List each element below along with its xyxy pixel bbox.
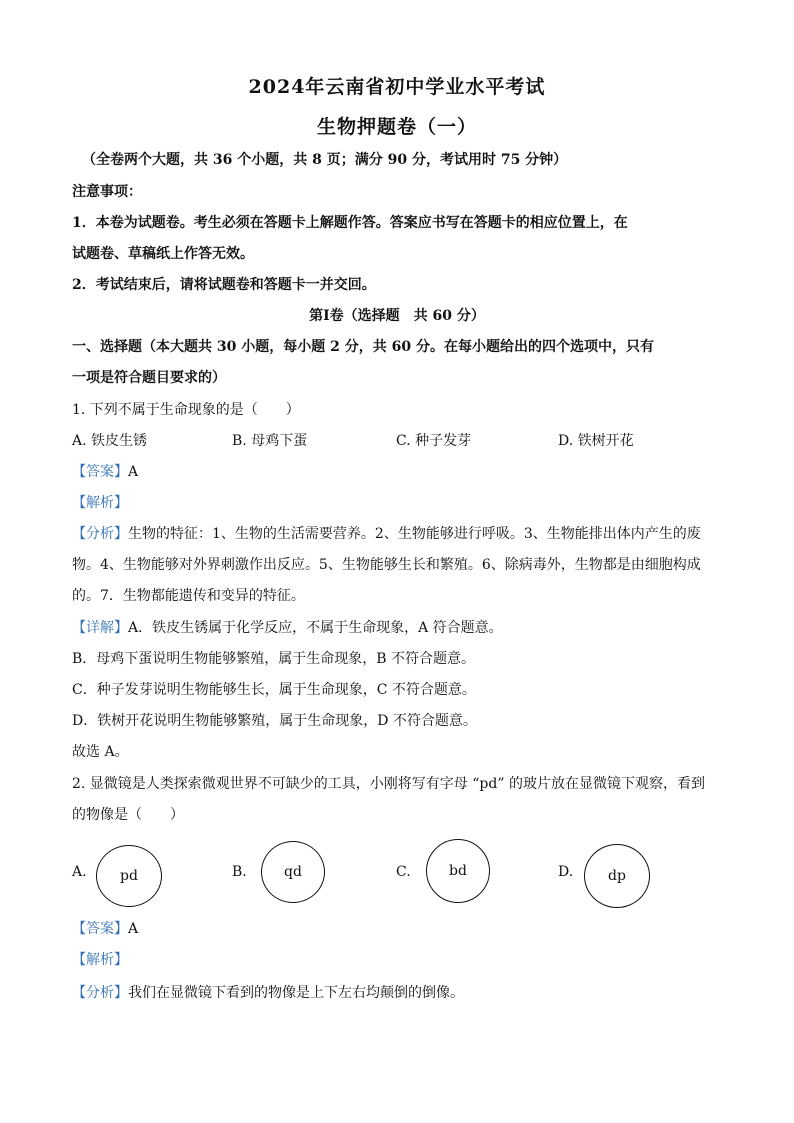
q2-option-d-circle <box>584 844 650 908</box>
q2-stem-line1: 2. 显微镜是人类探索微观世界不可缺少的工具，小刚将写有字母 “pd” 的玻片放在显微镜下观察，看到 <box>72 776 705 792</box>
fenxi-tag: 【分析】 <box>72 985 128 1001</box>
q1-detail-d: D．铁树开花说明生物能够繁殖，属于生命现象，D 不符合题意。 <box>72 713 477 729</box>
q2-option-c-text: bd <box>449 863 467 879</box>
answer-value: A <box>128 464 139 480</box>
q2-option-b-text: qd <box>284 864 302 880</box>
q2-option-b-letter: B. <box>232 864 247 880</box>
answer-tag: 【答案】 <box>72 464 128 480</box>
q1-option-b: B. 母鸡下蛋 <box>232 433 308 449</box>
q1-conclusion: 故选 A。 <box>72 744 129 760</box>
notice-heading: 注意事项： <box>72 184 142 200</box>
q1-detail-c: C．种子发芽说明生物能够生长，属于生命现象，C 不符合题意。 <box>72 682 476 698</box>
exam-title: 2024年云南省初中学业水平考试 <box>248 76 546 98</box>
part1-title: 第Ⅰ卷（选择题 共 60 分） <box>309 308 485 324</box>
detail-text: A．铁皮生锈属于化学反应，不属于生命现象，A 符合题意。 <box>128 620 503 636</box>
fenxi-tag: 【分析】 <box>72 526 128 542</box>
q1-detail-b: B．母鸡下蛋说明生物能够繁殖，属于生命现象，B 不符合题意。 <box>72 651 476 667</box>
answer-tag: 【答案】 <box>72 921 128 937</box>
fenxi-text: 生物的特征：1、生物的生活需要营养。2、生物能够进行呼吸。3、生物能排出体内产生的废 <box>128 526 701 542</box>
q1-stem: 1. 下列不属于生命现象的是（ ） <box>72 402 300 418</box>
q2-fenxi <box>72 983 464 1003</box>
notice-item2: 2．考试结束后，请将试题卷和答题卡一并交回。 <box>72 277 376 293</box>
q2-option-d-letter: D. <box>558 864 574 880</box>
q1-fenxi-line1 <box>72 524 701 544</box>
q2-option-a-circle <box>96 845 162 907</box>
q2-analysis-tag: 【解析】 <box>72 952 128 968</box>
q1-analysis-tag: 【解析】 <box>72 495 128 511</box>
exam-info: （全卷两个大题，共 36 个小题，共 8 页；满分 90 分，考试用时 75 分钟） <box>82 152 568 168</box>
answer-value: A <box>128 921 139 937</box>
q1-fenxi-line2: 物。4、生物能够对外界刺激作出反应。5、生物能够生长和繁殖。6、除病毒外，生物都是由细胞构成 <box>72 557 701 573</box>
q2-stem-line2: 的物像是（ ） <box>72 807 184 823</box>
q2-option-a-text: pd <box>120 868 138 884</box>
notice-item1-line2: 试题卷、草稿纸上作答无效。 <box>72 246 254 262</box>
q1-option-c: C. 种子发芽 <box>396 433 472 449</box>
q2-option-a-letter: A. <box>72 864 87 880</box>
q1-option-a: A. 铁皮生锈 <box>72 433 148 449</box>
q1-fenxi-line3: 的。7．生物都能遗传和变异的特征。 <box>72 588 305 604</box>
section-heading-line1: 一、选择题（本大题共 30 小题，每小题 2 分，共 60 分。在每小题给出的四个选项中，只有 <box>72 339 654 355</box>
q2-option-d-text: dp <box>608 868 626 884</box>
q1-detail-a <box>72 618 503 638</box>
notice-item1-line1: 1．本卷为试题卷。考生必须在答题卡上解题作答。答案应书写在答题卡的相应位置上，在 <box>72 215 628 231</box>
q2-option-c-letter: C. <box>396 864 411 880</box>
q1-answer <box>72 462 138 482</box>
q1-option-d: D. 铁树开花 <box>558 433 634 449</box>
exam-subtitle: 生物押题卷（一） <box>316 116 477 138</box>
q2-answer <box>72 919 138 939</box>
section-heading-line2: 一项是符合题目要求的） <box>72 370 226 386</box>
detail-tag: 【详解】 <box>72 620 128 636</box>
fenxi-text: 我们在显微镜下看到的物像是上下左右均颠倒的倒像。 <box>128 985 464 1001</box>
q2-option-c-circle <box>426 839 490 903</box>
q2-option-b-circle <box>261 841 325 903</box>
